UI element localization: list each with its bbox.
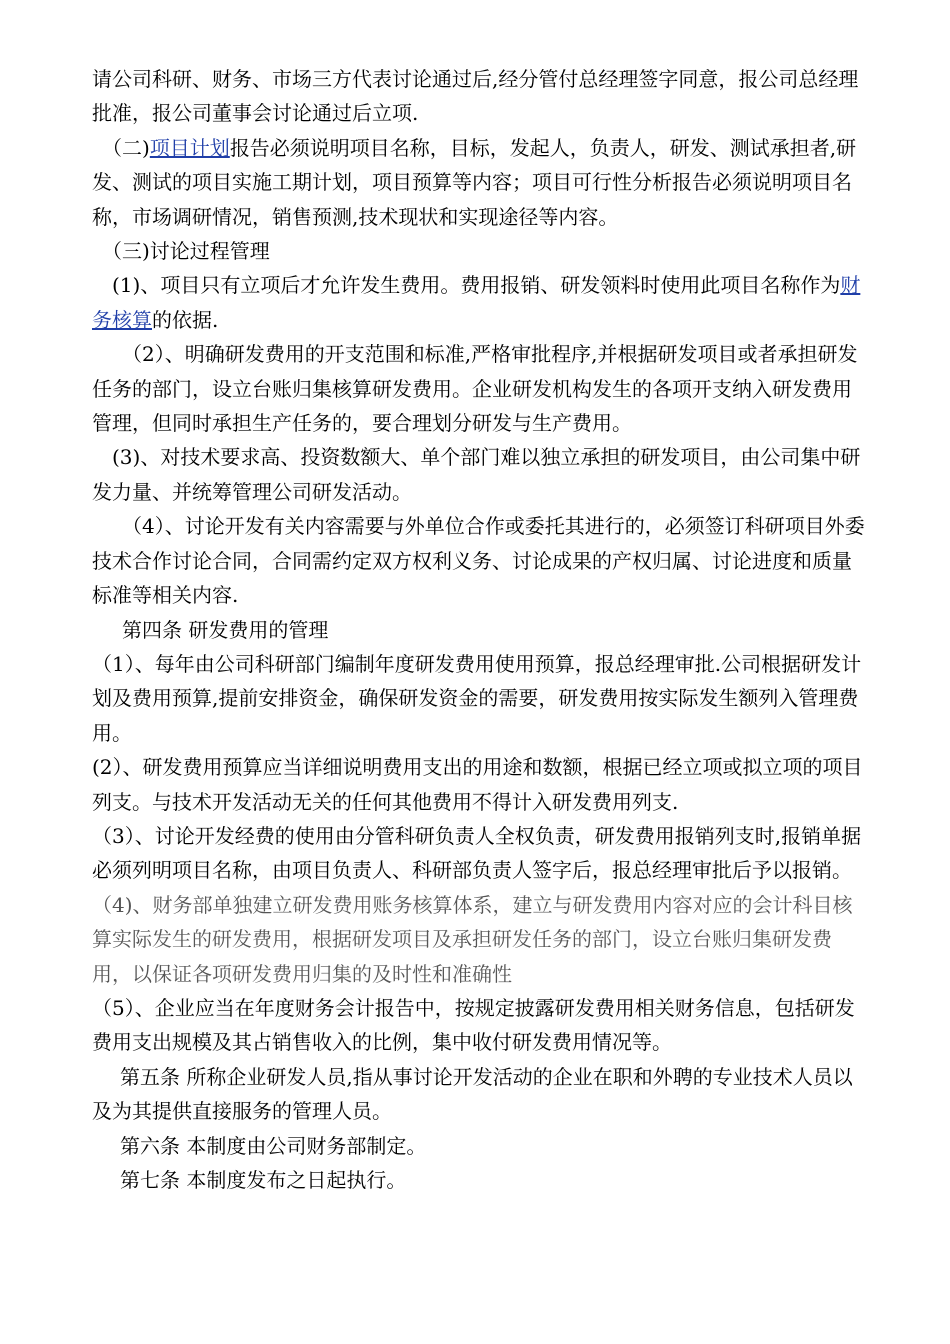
paragraph-budget-2: (2）、研发费用预算应当详细说明费用支出的用途和数额，根据已经立项或拟立项的项目列支。与技术开发活动无关的任何其他费用不得计入研发费用列支. [92,755,863,814]
paragraph-project-plan [92,131,865,234]
paragraph-item-3: (3)、对技术要求高、投资数额大、单个部门难以独立承担的研发项目，由公司集中研发力量、并统筹管理公司研发活动。 [92,445,861,504]
article-7: 第七条 本制度发布之日起执行。 [120,1168,407,1192]
paragraph-project-approval: 请公司科研、财务、市场三方代表讨论通过后,经分管付总经理签字同意，报公司总经理批准，报公司董事会讨论通过后立项. [92,67,859,126]
paragraph-item-2: （2）、明确研发费用的开支范围和标准,严格审批程序,并根据研发项目或者承担研发任务的部门，设立台账归集核算研发费用。企业研发机构发生的各项开支纳入研发费用管理，但同时承担生产任务的，要合理划分研发与生产费用。 [92,342,858,436]
paragraph-text: 的依据. [152,307,219,332]
financial-accounting-link[interactable]: 财务核算 [92,273,861,332]
paragraph-prefix: （二) [102,135,150,160]
paragraph-budget-5: （5）、企业应当在年度财务会计报告中，按规定披露研发费用相关财务信息，包括研发费用支出规模及其占销售收入的比例，集中收付研发费用情况等。 [92,995,855,1055]
article-5: 第五条 所称企业研发人员,指从事讨论开发活动的企业在职和外聘的专业技术人员以及为其提供直接服务的管理人员。 [92,1064,853,1124]
paragraph-budget-4: （4)、财务部单独建立研发费用账务核算体系，建立与研发费用内容对应的会计科目核算实际发生的研发费用，根据研发项目及承担研发任务的部门，设立台账归集研发费用，以保证各项研发费用归集的及时性和准确性 [92,892,853,986]
paragraph-item-1 [92,268,865,337]
paragraph-text: 报告必须说明项目名称，目标，发起人，负责人，研发、测试承担者,研发、测试的项目实施工期计划，项目预算等内容；项目可行性分析报告必须说明项目名称，市场调研情况，销售预测,技术现状和实现途径等内容。 [92,135,857,229]
paragraph-item-4: （4）、讨论开发有关内容需要与外单位合作或委托其进行的，必须签订科研项目外委技术合作讨论合同，合同需约定双方权利义务、讨论成果的产权归属、讨论进度和质量标准等相关内容. [92,514,865,608]
paragraph-budget-1: （1）、每年由公司科研部门编制年度研发费用使用预算，报总经理审批.公司根据研发计划及费用预算,提前安排资金，确保研发资金的需要，研发费用按实际发生额列入管理费用。 [92,651,862,745]
article-6: 第六条 本制度由公司财务部制定。 [120,1133,427,1158]
project-plan-link[interactable]: 项目计划 [149,135,230,160]
paragraph-budget-3: （3）、讨论开发经费的使用由分管科研负责人全权负责，研发费用报销列支时,报销单据必须列明项目名称，由项目负责人、科研部负责人签字后，报总经理审批后予以报销。 [92,823,862,883]
article-4-heading: 第四条 研发费用的管理 [122,617,329,642]
section-heading-process-management: （三)讨论过程管理 [102,239,270,264]
paragraph-text: (1)、项目只有立项后才允许发生费用。费用报销、研发领料时使用此项目名称作为 [112,273,841,298]
